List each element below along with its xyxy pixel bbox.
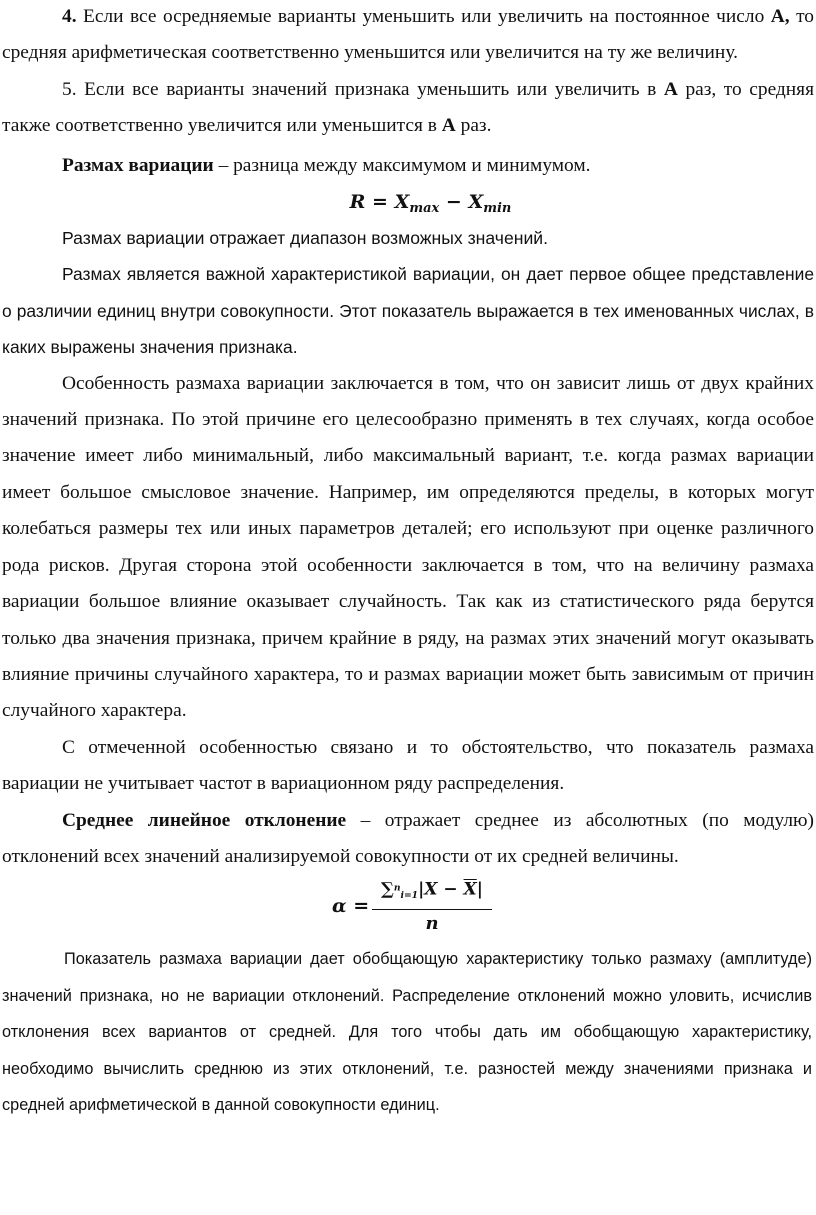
formula-numerator: $\sum^n_{i=1}|X - \overline{X}|$ [372, 875, 492, 910]
formula-fraction [372, 875, 492, 938]
term-mean-deviation: Среднее линейное отклонение [62, 809, 347, 831]
paragraph-property-5: 5. Если все варианты значений признака уменьшить или увеличить в А раз, то средняя также соответственно увеличится или уменьшится в А раз. [2, 78, 814, 137]
paragraph-range-important: Размах является важной характеристикой вариации, он дает первое общее представление о различии единиц внутри совокупности. Этот показатель выражается в тех именованных числах, в каких выражены значения признака. [2, 264, 814, 358]
paragraph-mean-deviation-definition: Среднее линейное отклонение – отражает среднее из абсолютных (по модулю) отклонений всех значений анализируемой совокупности от их средней величины. [2, 809, 814, 867]
formula-range: $R = X_{max} - X_{min}$ [349, 191, 512, 217]
paragraph-property-4: 4. Если все осредняемые варианты уменьшить или увеличить на постоянное число А, то средняя арифметическая соответственно уменьшится или увеличится на ту же величину. [2, 6, 814, 64]
formula-mean-deviation: α = $\frac{\sum^n_{i=1}|X - \overline{X}|}{n}$ [2, 875, 814, 937]
paragraph-frequencies: С отмеченной особенностью связано и то обстоятельство, что показатель размаха вариации не учитывает частот в вариационном ряду распределения. [2, 736, 814, 795]
paragraph-range-feature: Особенность размаха вариации заключается в том, что он зависит лишь от двух крайних значений признака. По этой причине его целесообразно применять в тех случаях, когда особое значение имеет либо минимальный, либо максимальный вариант, т.е. когда размах вариации имеет большое смысловое значение. Например, им определяются пределы, в которых могут колебаться размеры тех или иных параметров деталей; его используют при оценке различного рода рисков. Другая сторона этой особенности заключается в том, что на величину размаха вариации большое влияние оказывает случайность. Так как из статистического ряда берутся только два значения признака, причем крайние в ряду, на размах этих значений могут оказывать влияние причины случайного характера, то и размах вариации может быть зависимым от причин случайного характера. [2, 372, 814, 722]
paragraph-range-reflects: Размах вариации отражает диапазон возможных значений. [62, 228, 548, 249]
item-number: 4. [62, 6, 77, 27]
paragraph-summary: Показатель размаха вариации дает обобщающую характеристику только размаху (амплитуде) значений признака, но не вариации отклонений. Распределение отклонений можно уловить, исчислив отклонения всех вариантов от средней. Для того чтобы дать им обобщающую характеристику, необходимо вычислить среднюю из этих отклонений, т.е. разностей между значениями признака и средней арифметической в данной совокупности единиц. [2, 950, 812, 1114]
paragraph-range-definition: Размах вариации – разница между максимумом и минимумом. [62, 154, 591, 176]
formula-denominator: n [425, 913, 439, 935]
term-range: Размах вариации [62, 154, 214, 176]
